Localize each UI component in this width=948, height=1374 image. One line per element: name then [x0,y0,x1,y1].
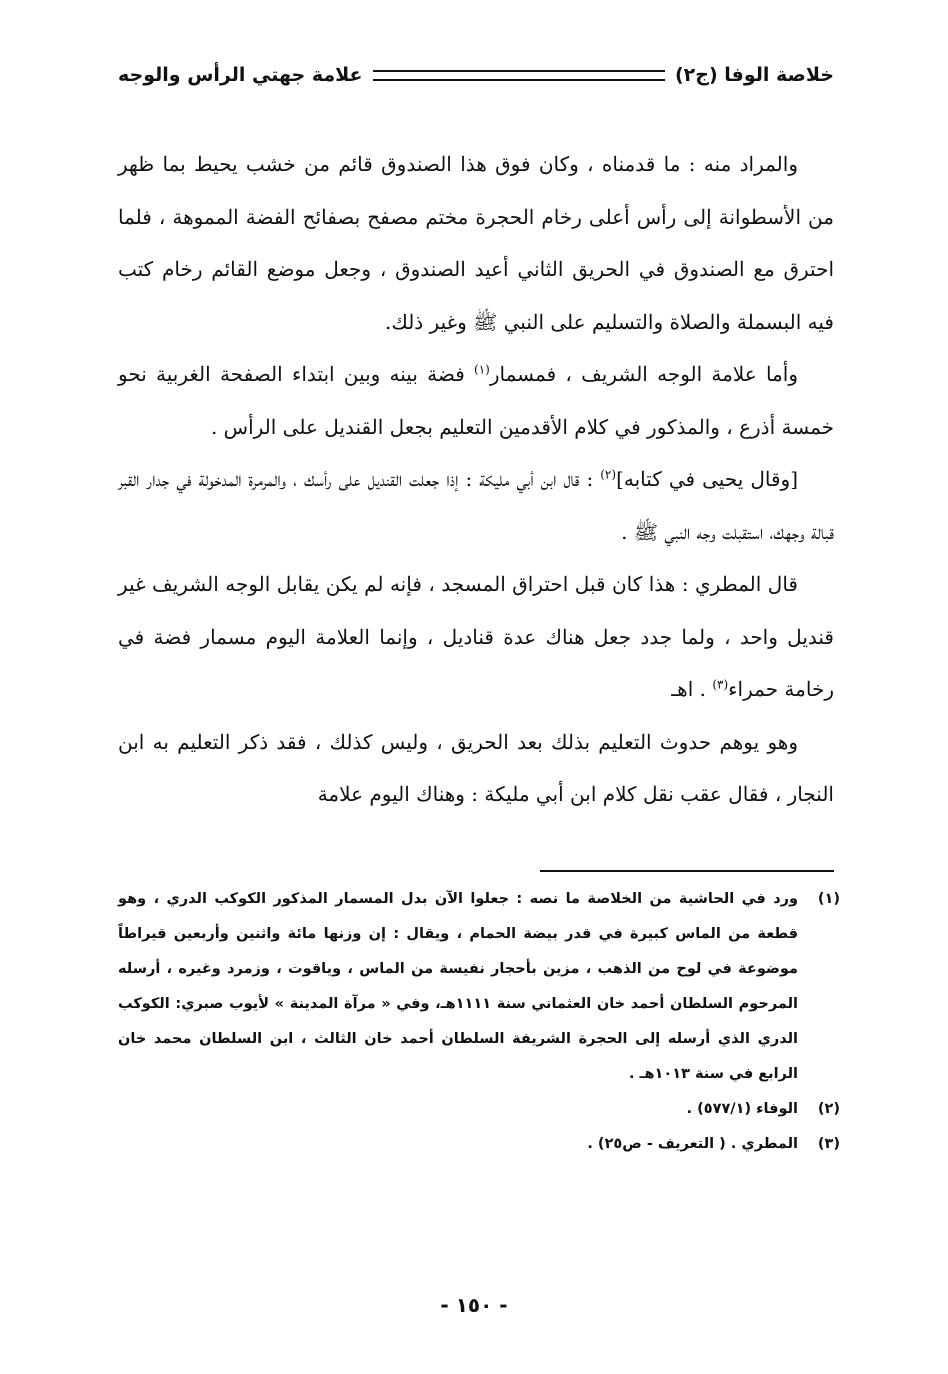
footnote-ref-1: (١) [474,362,490,377]
paragraph-2-part-1: وأما علامة الوجه الشريف ، فمسمار [489,362,798,386]
footnote-ref-3: (٣) [712,677,729,692]
footnote-text: الوفاء (٥٧٧/١) . [686,1101,798,1117]
footnote-separator [540,870,834,872]
paragraph-3-part-1: [وقال يحيى في كتابه] [616,467,798,491]
paragraph-4 [118,558,834,716]
footnote-text: المطري . ( التعريف - ص٢٥) . [587,1136,798,1152]
footnote-2 [118,1092,840,1127]
paragraph-1: والمراد منه : ما قدمناه ، وكان فوق هذا الصندوق قائم من خشب يحيط بما ظهر من الأسطوانة إلى رأس أعلى رخام الحجرة مختم مصفح بصفائح الفضة المموهة ، فلما احترق مع الصندوق في الحريق الثاني أعيد الصندوق ، وجعل موضع القائم رخام كتب فيه البسملة والصلاة والتسليم على النبي ﷺ وغير ذلك. [118,152,834,334]
section-title: علامة جهتي الرأس والوجه [118,64,363,86]
footnote-number: (٢) [817,1101,840,1117]
footnote-text: ورد في الحاشية من الخلاصة ما نصه : جعلوا الآن بدل المسمار المذكور الكوكب الدري ، وهو قطعة من الماس كبيرة في قدر بيضة الحمام ، ويقال : إن وزنها مائة واثنين وأربعين قيراطاً موضوعة في لوح من الذهب ، مزين بأحجار نفيسة من الماس ، وياقوت ، وزمرد وغيره ، أرسله المرحوم السلطان أحمد خان العثماني سنة ١١١١هـ، وفي « مرآة المدينة » لأيوب صبري: الكوكب الدري الذي أرسله إلى الحجرة الشريفة السلطان أحمد خان الثالث ، ابن السلطان محمد خان الرابع في سنة ١٠١٣هـ . [118,891,798,1082]
paragraph-2 [118,348,834,453]
footnote-number: (٣) [817,1136,840,1152]
footnote-ref-2: (٢) [600,467,617,482]
footnote-number: (١) [817,891,840,907]
footnote-3 [118,1127,840,1162]
footnote-1 [118,882,840,1092]
header-double-rule [373,70,665,81]
paragraph-2-part-2: فضة بينه وبين ابتداء الصفحة الغربية نحو خمسة أذرع ، والمذكور في كلام الأقدمين التعليم بجعل القنديل على الرأس . [118,362,834,439]
main-text [118,138,834,821]
paragraph-5: وهو يوهم حدوث التعليم بذلك بعد الحريق ، وليس كذلك ، فقد ذكر التعليم به ابن النجار ، فقال عقب نقل كلام ابن أبي مليكة : وهناك اليوم علامة [118,729,834,806]
paragraph-3 [118,453,834,558]
paragraph-3-part-2: : قال ابن أبي مليكة : إذا جعلت القنديل على رأسك ، والمرمرة المدخولة في جدار القبر قبالة وجهك، استقبلت وجه النبي ﷺ . [118,467,834,544]
paragraph-4-part-1: قال المطري : هذا كان قبل احتراق المسجد ، فإنه لم يكن يقابل الوجه الشريف غير قنديل واحد ، ولما جدد جعل هناك عدة قناديل ، وإنما العلامة اليوم مسمار فضة في رخامة حمراء [118,572,834,701]
footnotes [118,882,840,1162]
paragraph-4-part-2: . اهـ [671,677,713,701]
book-title: خلاصة الوفا (ج٢) [674,64,834,86]
running-header [118,58,834,92]
page-number: - ١٥٠ - [440,1293,508,1317]
